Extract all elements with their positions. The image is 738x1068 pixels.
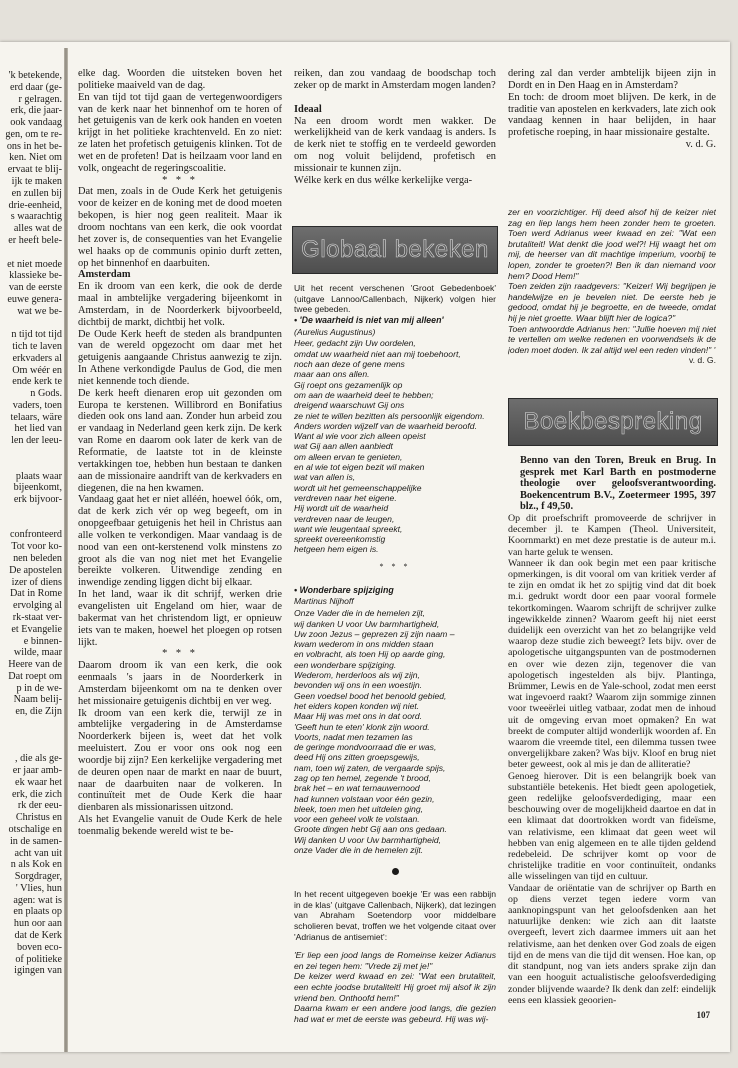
globaal-bekeken-banner: Globaal bekeken (292, 226, 498, 274)
left-page-text-line (0, 247, 62, 259)
left-page-text-line: het lied van (14, 423, 62, 435)
poem-line: en al wie tot eigen bezit wil maken (294, 462, 425, 473)
left-page-text-line: r gelragen. (18, 93, 62, 105)
author-signature: v. d. G. (688, 355, 716, 366)
left-page-text-line: Sorgdrager, (14, 871, 62, 883)
poem-line: want wie leugentaal spreekt, (294, 523, 403, 534)
poem-line: spreekt overeenkomstig (294, 534, 386, 545)
left-page-text-line (0, 730, 62, 742)
poem-author: Martinus Nijhoff (294, 596, 354, 607)
left-page-text-line: , die als ge- (15, 753, 62, 765)
poem-line: Want al wie voor zich alleen opeist (294, 431, 426, 442)
review-paragraph: Genoeg hierover. Dit is een belangrijk boek van substantiële betekenis. Het biedt geen apologetiek, geen redelijke geloofsverdediging, maar een beschouwing over de mogelijkheid daartoe en dat in een klimaat dat doortrokken wordt van fideïsme, van relativisme, een klimaat dat geen weet wil hebben van enig algemeen en te alle tijden geldend redebeleid. De schrijver komt op voor de christelijke traditie en voor continuïteit, ondanks alle wisselingen van tijd en cultuur. (508, 770, 716, 883)
poem-line: voor een geheel volk te volstaan. (294, 814, 420, 825)
left-page-text-line: gen, om te re- (5, 128, 62, 140)
left-page-text-line: telaars, wäre (10, 411, 62, 423)
poem-line: wij danken U voor Uw barmhartigheid, (294, 618, 440, 629)
anecdote-paragraph: 'Er liep een jood langs de Romeinse keizer Adianus en zei tegen hem: "Vrede zij met je!" (294, 950, 496, 971)
left-page-text-line (0, 742, 62, 754)
paragraph: elke dag. Woorden die uitsteken boven het politieke maaiveld van de dag. (78, 68, 282, 91)
paragraph: Wélke kerk en dus wélke kerkelijke verga- (294, 174, 473, 186)
left-page-text-line: 'k betekende, (8, 70, 62, 81)
poem-line: Groote dingen hebt Gij aan ons gedaan. (294, 824, 447, 835)
poem-line: om alleen ervan te genieten, (294, 451, 403, 462)
left-page-text-line: of politieke (15, 953, 62, 965)
left-page-text-line: en plaats op (13, 906, 62, 918)
poem-line: Heer, gedacht zijn Uw oordelen, (294, 338, 416, 349)
left-page-text-line: Dat in Rome (9, 588, 62, 600)
poem-line: Voorts, nadat men tezamen las (294, 731, 413, 742)
left-page-text-line (0, 718, 62, 730)
poem-line: hetgeen hem eigen is. (294, 544, 379, 555)
paragraph: En toch: de droom moet blijven. De kerk, in de traditie van apostelen en kerkvaders, late zich ook vandaag kennen in haar belijden, in haar profetische roeping, in haar missionaire gestalte. (508, 91, 716, 139)
left-page-text-line: len der leeu- (11, 435, 62, 447)
left-page-text-line: Heere van de (8, 659, 62, 671)
globaal-bekeken-section (294, 283, 496, 1053)
paragraph: Daarom droom ik van een kerk, die ook eenmaals 's jaars in de Noorderkerk in Amsterdam bijeenkomt om na te denken over het missionaire getuigenis dichtbij en ver weg. (78, 660, 282, 707)
paragraph: De kerk heeft dienaren erop uit gezonden om Europa te kerstenen. Willibrord en Bonifatius dieden ook ons land aan. Zonder hun arbeid zou er vandaag in Nederland geen kerk zijn. De kerk van Rome en daarom ook later de kerk van de Reformatie, de laatste tot in de kleinste vertakkingen toe, hebben hun bestaan te danken aan de missionaire aandrift van de kerkvaders en diegenen, die na hen kwamen. (78, 387, 282, 494)
left-page-text-line: De apostelen (9, 564, 62, 576)
paragraph: En ik droom van een kerk, die ook de derde maal in ambtelijke vergadering bijeenkomt in Amsterdam, in de Noorderkerk bijvoorbeeld, dichtbij de markt, dichtbij het volk. (78, 281, 282, 328)
left-page-text-line: ook vandaag (10, 117, 62, 129)
left-page-text-line (0, 459, 62, 471)
poem-line: de geringe mondvoorraad die er was, (294, 742, 437, 753)
poem-line: bleek, toen men het uitdelen ging, (294, 803, 423, 814)
left-page-text-line: ken. Niet om (9, 152, 62, 164)
poem-title: • 'De waarheid is niet van mij alleen' (294, 314, 444, 325)
poem-line: dreigend waarschuwt Gij ons (294, 400, 405, 411)
poem-author: (Aurelius Augustinus) (294, 326, 376, 337)
paragraph: Dat men, zoals in de Oude Kerk het getuigenis voor de keizer en de koning met de dood moeten bekopen, is hier nog geen realiteit. Maar ik droom nochtans van een kerk, die ook voordat het zover is, de consequenties van het Evangelie wel haaks op de communis opinio durft zetten, op het binnenhof en daarbuiten. (78, 186, 282, 269)
left-page-text-line: en zullen bij (11, 187, 62, 199)
poem-line: Maar Hij was met ons in dat oord. (294, 711, 423, 722)
left-page-text-line: erk, die zich (11, 788, 62, 800)
left-page-text-line: vaders, toen (12, 399, 62, 411)
page-number: 107 (696, 1010, 710, 1020)
poem-line: ze niet te willen bezitten als persoonlijk eigendom. (294, 410, 485, 421)
poem-line: noch aan deze of gene mens (294, 359, 405, 370)
article-column-1 (78, 68, 282, 838)
left-page-text-line: n als Kok en (10, 859, 62, 871)
poem-line: wordt uit het gemeenschappelijke (294, 482, 422, 493)
left-page-text-line: agen: wat is (13, 894, 62, 906)
section-divider: * * * (162, 648, 198, 660)
left-page-text-line: ijk te maken (11, 176, 62, 188)
paragraph: In het land, waar ik dit schrijf, werken drie evangelisten uit Engeland om hier, waar de bakermat van het christendom ligt, er opnieuw iets van te maken, hoewel het ploegen op rotsen lijkt. (78, 589, 282, 648)
left-page-text-line: er heeft bele- (8, 234, 62, 246)
poem-line: en volbracht, als toen Hij op aarde ging, (294, 649, 446, 660)
left-page-text-line: n tijd tot tijd (11, 329, 62, 341)
poem-line: deed Hij ons zitten groepsgewijs, (294, 752, 420, 763)
left-page-text-line: rk der eeu- (17, 800, 62, 812)
left-page-text-line: wat we be- (17, 305, 62, 317)
anecdote-paragraph: Toen antwoordde Adrianus hen: "Jullie hoeven mij niet te vertellen om welke redenen en voorwendsels ik de joden moet doden. Ik zal altijd wel een reden vinden!" ' (508, 323, 716, 355)
left-page-text-line: in de samen- (9, 835, 62, 847)
anecdote-paragraph: Toen zeiden zijn raadgevers: "Keizer! Wij begrijpen je handelwijze en je bevelen niet. De eerste heb je gedood, omdat hij je begroette, en de tweede, omdat hij je niet groette. Waar blijft hier de logica?" (508, 281, 716, 323)
left-page-text-line: n Gods. (30, 388, 62, 400)
left-page-text-line: otschalige en (8, 824, 62, 835)
poem-body (294, 338, 496, 554)
paragraph: Vandaag gaat het er niet alléén, hoewel óók, om, dat de kerk zich vér op weg begeeft, om in onopgeefbaar getuigenis het heil in Christus aan alle volken te verkondigen. Maar vandaag is de nood van een ont-kerstenend volk minstens zo groot als die van nog niet met het Evangelie bereikte volkeren. Uitwendige zending en inwendige zending liggen dicht bij elkaar. (78, 494, 282, 589)
paragraph: reiken, dan zou vandaag de boodschap toch zeker op de markt in Amsterdam mogen landen? (294, 68, 496, 91)
poem-line: Geen voedsel bood het benoold gebied, (294, 690, 447, 701)
anecdote-paragraph: Daarna kwam er een andere jood langs, die gezien had wat er met de eerste was gebeurd. Hij was wij- (294, 1003, 496, 1024)
left-page-text-line: klassieke be- (9, 270, 62, 282)
left-page-text-line: bijeenkomt, (13, 482, 62, 494)
poem-line: kwam wederom in ons midden staan (294, 639, 434, 650)
left-page-text-line: ende kerk te (12, 376, 62, 388)
paragraph: Ik droom van een kerk die, terwijl ze in ambtelijke vergadering in de Amsterdamse Noorderkerk bijeen is, weet dat het volk meeluistert. Zou er voor ons ook nog een woordje bij zijn? Een kerkelijke vergadering met de deuren open naar de markt en naar de buurt, naar de daarbuiten naar de volkeren. In continuïteit met de Oude Kerk die haar dienbaren als missionarissen uitzond. (78, 707, 282, 814)
poem-divider: * * * (379, 561, 411, 571)
left-page-text-line: e binnen- (23, 635, 62, 647)
left-page-text-line (0, 506, 62, 518)
review-paragraph: Op dit proefschrift promoveerde de schrijver in december jl. te Kampen (Theol. Universiteit, Koornmarkt) en met deze prestatie is de auteur m.i. van harte geluk te wensen. (508, 512, 716, 558)
left-page-text-line (0, 518, 62, 530)
poem-title: • Wonderbare spijziging (294, 584, 394, 595)
left-page-text-line: hun oor aan (13, 918, 62, 930)
poem-body (294, 608, 496, 855)
poem-line: het eiders kopen konden wij niet. (294, 700, 420, 711)
left-page-text-line: et Evangelie (11, 623, 62, 635)
poem-line: Onze Vader die in de hemelen zijt, (294, 608, 426, 619)
boekbespreking-banner: Boekbespreking (508, 398, 718, 446)
poem-line: Hij wordt uit de waarheid (294, 503, 389, 514)
poem-line: nam, toen wij zaten, de vergaarde spijs, (294, 762, 446, 773)
paragraph: En van tijd tot tijd gaan de vertegenwoordigers van de kerk naar het binnenhof om te horen of het getuigenis van de kerk ook handen en voeten krijgt in het politieke krachtenveld. En zo niet: ze laten het profetisch getuigenis klinken. Tot de wet en de profeten! Dat is heilzaam voor land en volk, ongeacht de regeringscoalitie. (78, 91, 282, 174)
left-page-text-line: Om wéér en (12, 364, 62, 376)
left-page-text-line: acht van uit (14, 847, 62, 859)
left-page-text-line: er jaar amb- (12, 765, 62, 777)
anecdote-paragraph: zer en voorzichtiger. Hij deed alsof hij de keizer niet zag en liep langs hem heen zonder hem te groeten. Toen werd Adrianus weer kwaad en zei: "Wat een brutaliteit! Wat denkt die jood wel?! Hij waagt het om mij, de heerser van dit machtige imperium, voorbij te lopen, zonder te groeten?! Ben ik dan niemand voor hem? Dood Hem!" (508, 207, 716, 281)
left-page-text-line: van de eerste (8, 282, 62, 294)
left-page-text-line (0, 317, 62, 329)
poem-line: maar aan ons allen. (294, 369, 370, 380)
left-page-text-line: plaats waar (15, 470, 62, 482)
left-page-text-line: dat de Kerk (14, 930, 62, 942)
subheading: Ideaal (294, 103, 322, 115)
poem-line: omdat uw waarheid niet aan mij toebehoort, (294, 348, 461, 359)
poem-line: verdreven naar het eigene. (294, 492, 397, 503)
left-page-text-line: euwe genera- (7, 293, 62, 305)
left-page-text-line: Dat roept om (8, 670, 62, 682)
book-review-section (508, 455, 716, 1007)
poem-line: wat van allen is, (294, 472, 356, 483)
left-page-text-line: drie-eenheid, (8, 199, 62, 211)
left-page-text-line: s waarachtig (10, 211, 62, 223)
poem-line: had kunnen volstaan voor één gezin, (294, 793, 435, 804)
poem-line: 'Geeft hun te eten' klonk zijn woord. (294, 721, 430, 732)
page-gutter (64, 48, 68, 1052)
anecdote-continuation (508, 207, 716, 367)
paragraph: Als het Evangelie vanuit de Oude Kerk de hele toenmalig bekende wereld wist te be- (78, 814, 282, 837)
globaal-intro: Uit het recent verschenen 'Groot Gebedenboek' (uitgave Lannoo/Callenbach, Nijkerk) volgen hier twee gebeden. (294, 283, 496, 315)
left-page-text-line: rk-staat ver- (12, 611, 62, 623)
section-divider: * * * (162, 174, 198, 186)
book-citation: Benno van den Toren, Breuk en Brug. In gesprek met Karl Barth en postmoderne theologie over geloofsverantwoording. Boekencentrum B.V., Zoetermeer 1995, 397 blz., f 49,50. (520, 455, 716, 513)
left-page-text-line: erd daar (ge- (9, 81, 62, 93)
author-signature: v. d. G. (685, 139, 716, 151)
left-page-column (0, 70, 62, 977)
bullet-divider (294, 867, 496, 879)
paragraph: Na een droom wordt men wakker. De werkelijkheid van de kerk vandaag is anders. Is de kerk niet te stoffig en te verdeeld geworden om nog voluit belijdend, profetisch en missionair te kunnen zijn. (294, 115, 496, 174)
anecdote-paragraph: In het recent uitgegeven boekje 'Er was een rabbijn in de klas' (uitgave Callenbach, Nijkerk), dat lezingen van Abraham Soetendorp voor middelbare scholieren bevat, troffen we het volgende citaat over 'Adrianus de antisemiet': (294, 889, 496, 942)
poem-line: Wij danken U voor Uw barmhartigheid, (294, 834, 442, 845)
left-page-text-line: ons in het be- (6, 140, 62, 152)
left-page-text-line: ' Vlies, hun (15, 882, 62, 894)
poem-line: om aan de waarheid deel te hebben; (294, 389, 434, 400)
article-column-3 (508, 68, 716, 151)
poem-line: verdreven naar de leugen, (294, 513, 395, 524)
poem-line: Wederom, herderloos als wij zijn, (294, 670, 420, 681)
left-page-text-line: ervolging al (13, 600, 62, 612)
left-page-text-line: ek waar het (15, 776, 62, 788)
left-page-text-line: confronteerd (9, 529, 62, 541)
poem-line: zag op ten hemel, zegende 't brood, (294, 772, 431, 783)
left-page-text-line: Tot voor ko- (11, 541, 62, 553)
left-page-text-line: izer of diens (11, 576, 62, 588)
left-page-text-line: boven eco- (17, 941, 62, 953)
anecdote-paragraph: De keizer werd kwaad en zei: "Wat een brutaliteit, een echte joodse brutaliteit! Hij groet mij alsof ik zijn vriend ben. Onthoofd hem!" (294, 971, 496, 1003)
left-page-text-line: Christus en (15, 812, 62, 824)
poem-line: onze Vader die in de hemelen zijt. (294, 845, 424, 856)
poem-line: wat Gij aan allen aanbiedt (294, 441, 393, 452)
left-page-text-line: ervaat te blij- (7, 164, 62, 176)
bullet-icon (392, 868, 399, 875)
review-paragraph: Vandaar de oriëntatie van de schrijver op Barth en op diens verzet tegen iedere vorm van aanknopingspunt van het geloofsdenken aan het natuurlijke denken: wie zich aan dit laatste overgeeft, levert zich daarmee immers uit aan het relativisme, aan het denken over God zoals de eigen tijd en de mens van die tijd dit wensen. Hoe kan, op dit standpunt, nog van iets anders sprake zijn dan van een hooguit actualistische geloofsverdediging zonder blijvende waarde? Ik denk dan zelf: eindelijk eens een klassiek geoorien- (508, 882, 716, 1006)
left-page-text-line (0, 447, 62, 459)
left-page-text-line: nen beleden (13, 553, 62, 565)
left-page-text-line: erk, die jaar- (10, 105, 62, 117)
poem-line: Gij roept ons gezamenlijk op (294, 379, 403, 390)
poem-line: Uw zoon Jezus – geprezen zij zijn naam – (294, 628, 455, 639)
poem-line: Anders worden wijzelf van de waarheid beroofd. (294, 420, 477, 431)
review-paragraph: Wanneer ik dan ook begin met een paar kritische opmerkingen, is dit vooral om van kritiek verder af te zijn en omdat ik het zo spijtig vind dat dit boek m.i. gedrukt wordt door een paar vooral formele tekortkomingen. Waarom schrijft de schrijver zulke ingewikkelde zinnen? Waarom geeft hij niet eerst duidelijk een overzicht van het zo belangrijke veld waarop deze studie zich beweegt? Iets bijv. over de apologetische uitgangspunten van de postmodernen en over wie dezen zijn, tegenover die van apologetisch ingestelden als bijv. Plantinga, Brümmer, Lewis en de Yale-school, zodat men eerst wat ingevoerd raakt? Waarom zijn sommige zinnen voor tweeërlei uitleg vatbaar, zodat men de inhoud uit de omgeving ervan moet opmaken? En wat breekt de computer altijd wonderlijk woorden af. En waarom die vreemde titel, een dilemma tussen twee onvergelijkbare zaken? Was bijv. Kloof en brug niet beter geweest, ook al mis je dan de alliteratie? (508, 557, 716, 771)
article-column-2 (294, 68, 496, 187)
poem-line: een wonderbare spijziging. (294, 659, 397, 670)
poem-line: brak het – en wat ternauwernood (294, 783, 420, 794)
left-page-text-line: erk bijvoor- (13, 494, 62, 506)
left-page-text-line: igingen van (14, 965, 62, 977)
left-page-text-line: p in de we- (16, 682, 62, 694)
paragraph: dering zal dan verder ambtelijk bijeen zijn in Dordt en in Den Haag en in Amsterdam? (508, 68, 716, 91)
subheading: Amsterdam (78, 269, 131, 281)
left-page-text-line: erkvaders al (12, 352, 62, 364)
poem-line: bevonden wij ons in een woestijn. (294, 680, 423, 691)
left-page-text-line: tich te laven (12, 340, 62, 352)
left-page-text-line: wilde, maar (13, 647, 62, 659)
left-page-text-line: alles wat de (13, 223, 62, 235)
left-page-text-line: en, die Zijn (15, 706, 62, 718)
left-page-text-line: et niet moede (7, 258, 62, 270)
paragraph: De Oude Kerk heeft de steden als brandpunten van de wereld opgezocht om daar met het getuigenis aangaande Christus aanwezig te zijn. In Athene verkondigde Paulus de God, die men niet kennende toch diende. (78, 328, 282, 387)
left-page-text-line: Naam belij- (13, 694, 62, 706)
